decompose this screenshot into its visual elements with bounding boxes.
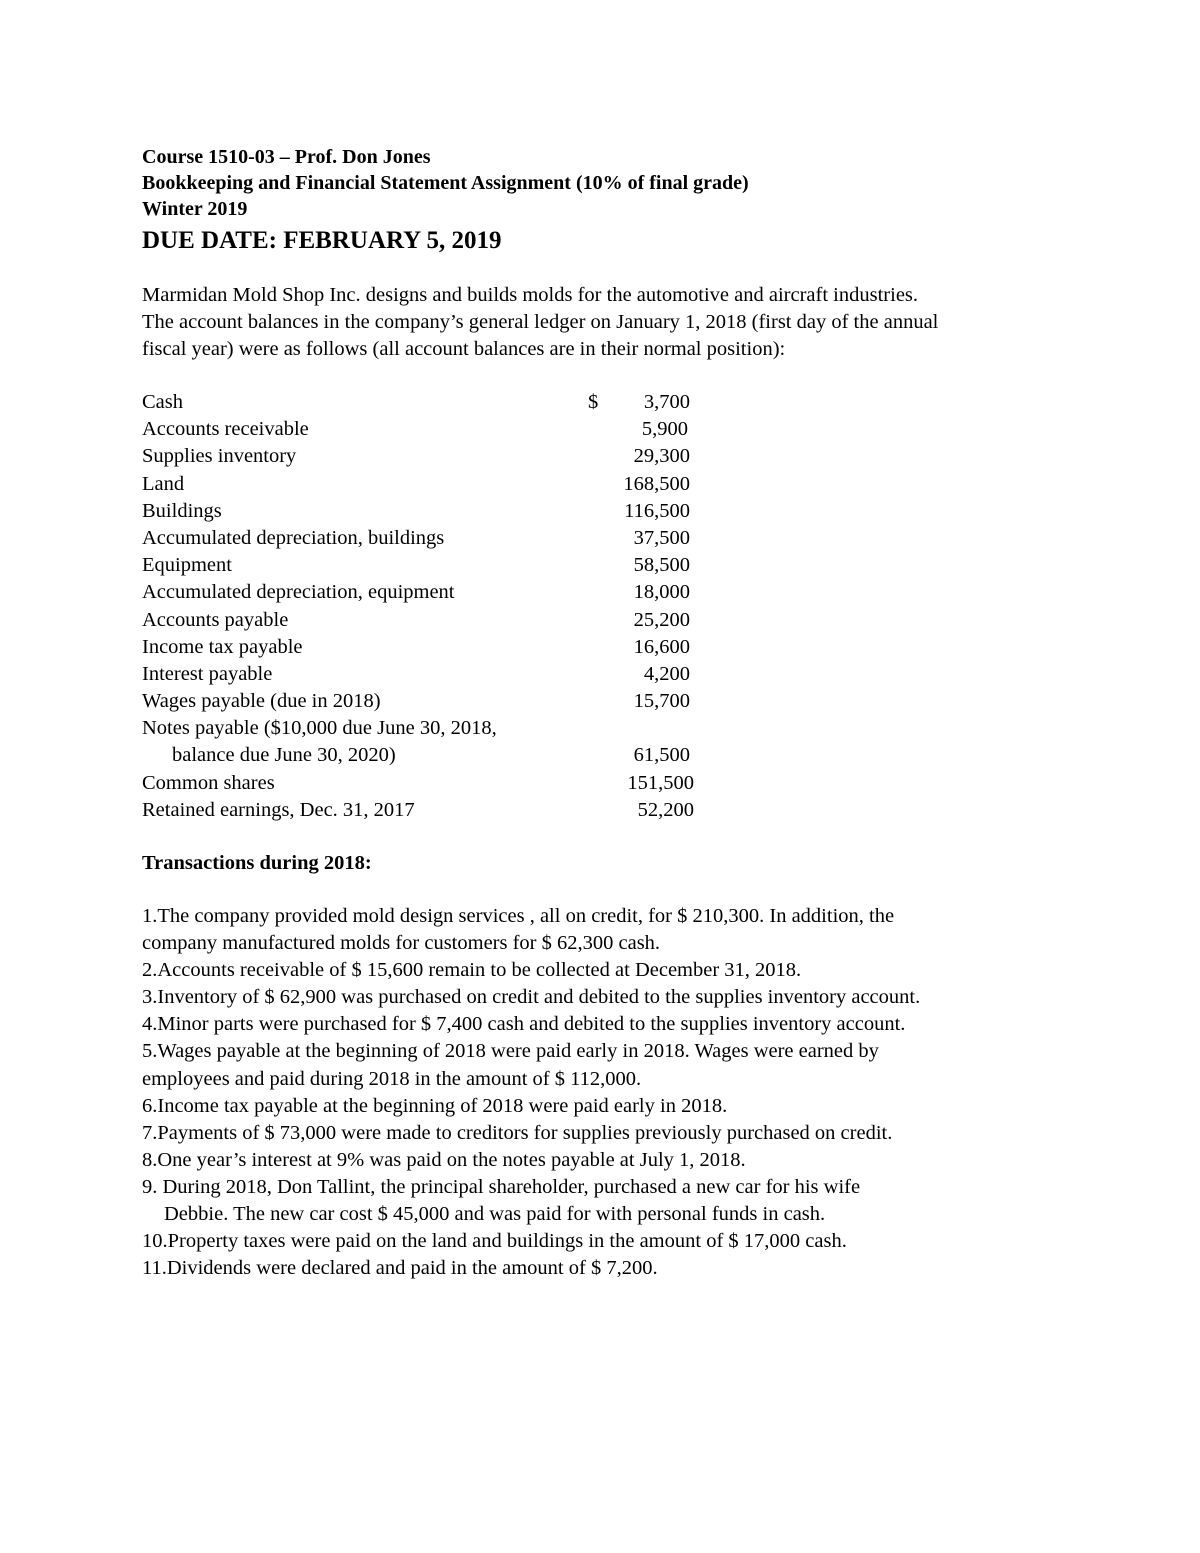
balance-row: [142, 525, 702, 552]
course-title: Course 1510-03 – Prof. Don Jones: [142, 146, 431, 168]
term-label: Winter 2019: [142, 198, 248, 220]
transaction-line: 9. During 2018, Don Tallint, the principal shareholder, purchased a new car for his wife: [142, 1175, 861, 1198]
account-name: Wages payable (due in 2018): [142, 690, 381, 713]
transactions-list: [142, 903, 1102, 1282]
account-name: Buildings: [142, 499, 222, 522]
account-name: Notes payable ($10,000 due June 30, 2018,: [142, 717, 497, 740]
account-amount: 3,700: [643, 391, 690, 413]
balance-row: [142, 688, 702, 715]
balance-row: [142, 715, 702, 742]
balance-row: [142, 416, 702, 443]
account-amount: 5,900: [641, 418, 688, 441]
document-header: [142, 144, 1042, 258]
transaction-line: 11.Dividends were declared and paid in the amount of $ 7,200.: [142, 1257, 658, 1280]
balance-row: [142, 607, 702, 634]
balance-row: [142, 579, 702, 606]
balance-row: [142, 742, 702, 769]
account-amount: 37,500: [633, 526, 690, 549]
currency-symbol: $: [588, 391, 599, 413]
transaction-line: 5.Wages payable at the beginning of 2018 were paid early in 2018. Wages were earned by: [142, 1040, 879, 1063]
account-amount: 25,200: [633, 608, 690, 631]
account-amount: 58,500: [633, 554, 690, 577]
account-name: Interest payable: [142, 662, 273, 685]
account-name: Common shares: [142, 771, 275, 794]
intro-line: Marmidan Mold Shop Inc. designs and builds molds for the automotive and aircraft industries.: [142, 284, 919, 306]
transaction-line: 1.The company provided mold design services , all on credit, for $ 210,300. In addition, the: [142, 905, 895, 927]
account-amount: 52,200: [637, 798, 694, 821]
account-amount: 116,500: [624, 499, 690, 522]
balance-row: [142, 634, 702, 661]
transaction-line: 8.One year’s interest at 9% was paid on the notes payable at July 1, 2018.: [142, 1148, 746, 1171]
account-name: balance due June 30, 2020): [172, 744, 396, 767]
transaction-line: 3.Inventory of $ 62,900 was purchased on credit and debited to the supplies inventory account.: [142, 986, 921, 1009]
account-amount: 4,200: [643, 662, 690, 685]
transaction-line: employees and paid during 2018 in the amount of $ 112,000.: [142, 1067, 642, 1090]
account-amount: 15,700: [633, 690, 690, 713]
account-name: Supplies inventory: [142, 445, 297, 468]
account-amount: 61,500: [633, 744, 690, 767]
balance-row: [142, 443, 702, 470]
transaction-line: 6.Income tax payable at the beginning of 2018 were paid early in 2018.: [142, 1094, 728, 1117]
account-name: Income tax payable: [142, 635, 303, 658]
intro-line: fiscal year) were as follows (all account balances are in their normal position):: [142, 338, 786, 360]
account-name: Equipment: [142, 554, 232, 577]
account-name: Retained earnings, Dec. 31, 2017: [142, 798, 415, 821]
intro-line: The account balances in the company’s general ledger on January 1, 2018 (first day of the annual: [142, 311, 939, 333]
balance-row: [142, 661, 702, 688]
due-date: DUE DATE: FEBRUARY 5, 2019: [142, 227, 502, 254]
intro-paragraph: [142, 282, 1082, 363]
transaction-line: Debbie. The new car cost $ 45,000 and was paid for with personal funds in cash.: [164, 1203, 826, 1226]
account-name: Accumulated depreciation, buildings: [142, 526, 445, 549]
account-name: Land: [142, 472, 185, 495]
assignment-title: Bookkeeping and Financial Statement Assignment (10% of final grade): [142, 172, 749, 194]
account-name: Accounts receivable: [142, 418, 309, 441]
account-balances-list: [142, 389, 702, 824]
account-amount: 29,300: [633, 445, 690, 468]
transaction-line: company manufactured molds for customers for $ 62,300 cash.: [142, 932, 661, 955]
transaction-line: 2.Accounts receivable of $ 15,600 remain to be collected at December 31, 2018.: [142, 959, 802, 982]
balance-row: [142, 770, 702, 797]
transaction-line: 4.Minor parts were purchased for $ 7,400 cash and debited to the supplies inventory account.: [142, 1013, 906, 1036]
account-name: Accumulated depreciation, equipment: [142, 581, 455, 604]
account-amount: 16,600: [633, 635, 690, 658]
balance-row: [142, 797, 702, 824]
transactions-heading: Transactions during 2018:: [142, 852, 372, 874]
account-name: Cash: [142, 391, 183, 413]
account-amount: 18,000: [633, 581, 690, 604]
account-name: Accounts payable: [142, 608, 289, 631]
transaction-line: 7.Payments of $ 73,000 were made to creditors for supplies previously purchased on credit.: [142, 1121, 893, 1144]
balance-row: [142, 471, 702, 498]
account-amount: 151,500: [627, 771, 694, 794]
transaction-line: 10.Property taxes were paid on the land and buildings in the amount of $ 17,000 cash.: [142, 1230, 847, 1253]
balance-row: [142, 498, 702, 525]
account-amount: 168,500: [623, 472, 690, 495]
balance-row: [142, 389, 702, 416]
balance-row: [142, 552, 702, 579]
